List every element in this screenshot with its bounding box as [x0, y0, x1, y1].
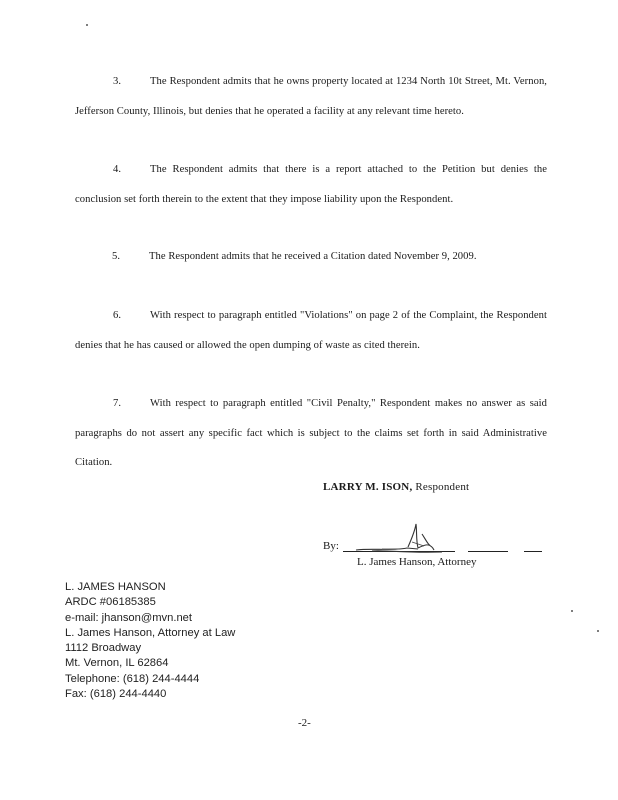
party-signature-heading: [323, 481, 469, 493]
paragraph-text: With respect to paragraph entitled "Civil Penalty," Respondent makes no answer as said paragraphs do not assert any specific fact which is subject to the claims set forth in said Administrative Citation.: [75, 398, 547, 468]
fax: Fax: (618) 244-4440: [65, 688, 167, 701]
page-number: -2-: [298, 717, 311, 729]
paragraph-3: [75, 67, 547, 126]
scan-speck: [597, 630, 599, 632]
paragraph-number: 4.: [113, 164, 122, 175]
paragraph-number: 7.: [113, 398, 122, 409]
signature-line-segment: [524, 551, 542, 552]
paragraph-text: The Respondent admits that he owns property located at 1234 North 10t Street, Mt. Vernon, Jefferson County, Illinois, but denies that he operated a facility at any relevant time hereto.: [75, 76, 547, 117]
attorney-contact-block: [65, 580, 235, 702]
attorney-name-caps: L. JAMES HANSON: [65, 581, 166, 593]
paragraph-7: [75, 389, 547, 478]
signature-line-segment: [468, 551, 508, 552]
attorney-email: e-mail: jhanson@mvn.net: [65, 611, 193, 624]
signer-name: L. James Hanson, Attorney: [357, 556, 477, 568]
handwritten-signature: [352, 520, 452, 556]
ardc-number: ARDC #06185385: [65, 596, 156, 609]
telephone: Telephone: (618) 244-4444: [65, 672, 200, 685]
paragraph-number: 3.: [113, 76, 122, 87]
paragraph-text: With respect to paragraph entitled "Violations" on page 2 of the Complaint, the Respondent denies that he has caused or allowed the open dumping of waste as cited therein.: [75, 310, 547, 351]
party-name: LARRY M. ISON,: [323, 481, 413, 493]
street-address: 1112 Broadway: [65, 642, 142, 655]
scan-speck: [571, 610, 573, 612]
party-role: Respondent: [412, 481, 470, 493]
by-label: By:: [323, 540, 339, 552]
firm-name: L. James Hanson, Attorney at Law: [65, 626, 236, 639]
paragraph-5: [75, 242, 547, 272]
paragraph-text: The Respondent admits that he received a Citation dated November 9, 2009.: [149, 251, 477, 262]
paragraph-6: [75, 301, 547, 360]
paragraph-4: [75, 155, 547, 214]
paragraph-text: The Respondent admits that there is a report attached to the Petition but denies the conclusion set forth therein to the extent that they impose liability upon the Respondent.: [75, 164, 547, 205]
paragraph-number: 5.: [112, 251, 121, 262]
paragraph-number: 6.: [113, 310, 122, 321]
city-state-zip: Mt. Vernon, IL 62864: [65, 657, 169, 670]
scan-speck: [86, 24, 88, 26]
